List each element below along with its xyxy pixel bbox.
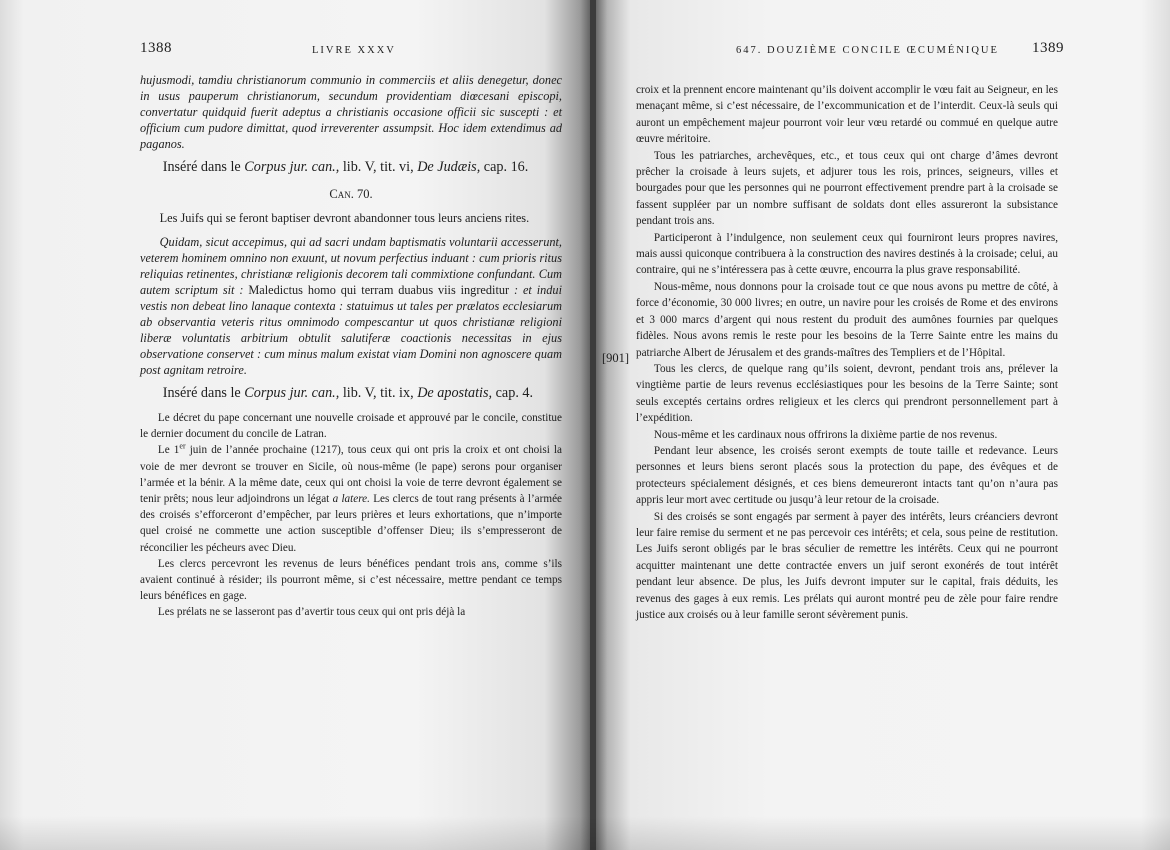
paragraph-nous-meme: Nous-même, nous donnons pour la croisade tout ce que nous avons pu mettre de côté, à force d’économie, 30 000 livres; en outre, un navire pour les croisés de Rome et des environs et 3 000 marcs d’argent qui nous restent du produit des aumônes fournies par quelques fidèles. Nous avons remis le reste pour les besoins de la Terre Sainte entre les mains du patriarche Albert de Jérusalem et des grands-maîtres des Templiers et de l’Hôpital. (636, 280, 1058, 359)
right-text-column (636, 82, 1058, 623)
paragraph-clercs: Les clercs percevront les revenus de leurs bénéfices pendant trois ans, comme s’ils avaient continué à résider; ils pourront même, si c’est nécessaire, mettre pendant ce temps leurs bénéfices en gage. (140, 557, 562, 603)
margin-page-reference: [901] (602, 351, 630, 365)
latin-canon-text: Quidam, sicut accepimus, qui ad sacri undam baptismatis voluntarii accesserunt, veterem hominem omnino non exuunt, ut novum perfectius induant : cum prioris ritus reliquias retinentes, christianæ religionis decorem tali commixtione confundant. Cum autem scriptum sit : Maledictus homo qui terram duabus viis ingreditur : et indui vestis non debeat lino lanaque contexta : statuimus ut tales per prælatos ecclesiarum ab observantia veteris ritus omnimodo compescantur ut quos christianæ religioni liberæ voluntatis arbitrium obtulit salutiferæ coactionis necessitas in ejus observatione conservet : cum minus malum existat viam Domini non agnoscere quam post agnitam retroire. (140, 235, 562, 377)
paragraph-juin: Le 1er juin de l’année prochaine (1217), tous ceux qui ont pris la croix et ont choisi la voie de mer devront se trouver en Sicile, où nous-même (le pape) serons pour organiser l’armée et la bénir. A la même date, ceux qui ont choisi la voie de terre devront également se tenir prêts; nous leur adjoindrons un légat a latere. Les clercs de tout rang présents à l’armée des croisés s’efforceront d’empêcher, par leurs prières et leurs exhortations, que n’importe quel croisé ne commette une action susceptible d’offenser Dieu; ils s’empresseront de réconcilier les pécheurs avec Dieu. (140, 441, 563, 554)
right-page-number: 1389 (1032, 40, 1064, 56)
right-running-head: 647. DOUZIÈME CONCILE ŒCUMÉNIQUE (736, 45, 999, 56)
paragraph-tous-clercs: Tous les clercs, de quelque rang qu’ils soient, devront, pendant trois ans, prélever la vingtième partie de leurs revenus ecclésiastiques pour les besoins de la Terre Sainte; sont seuls exceptés certains ordres religieux et les clercs qui prendront personnellement part à l’expédition. (636, 362, 1058, 425)
left-text-column (140, 72, 562, 621)
left-running-head: LIVRE XXXV (312, 45, 396, 56)
paragraph-decret: Le décret du pape concernant une nouvelle croisade et approuvé par le concile, constitue le dernier document du concile de Latran. (140, 412, 562, 441)
paragraph-absence: Pendant leur absence, les croisés seront exempts de toute taille et redevance. Leurs personnes et leurs biens seront placés sous la protection du pape, des évêques et de protecteurs spécialement désignés, et ces biens demeureront intacts tant qu’on n’aura pas appris leur mort avec certitude ou jusqu’à leur retour de la croisade. (636, 444, 1058, 507)
canon-summary: Les Juifs qui se feront baptiser devront abandonner tous leurs anciens rites. (159, 211, 530, 225)
insere-note-1: Inséré dans le Corpus jur. can., lib. V, tit. vi, De Judæis, cap. 16. (162, 159, 529, 175)
paragraph-cardinaux: Nous-même et les cardinaux nous offrirons la dixième partie de nos revenus. (653, 428, 998, 441)
paragraph-croix: croix et la prennent encore maintenant qu’ils doivent accomplir le vœu fait au Seigneur, en les menaçant même, si c’est nécessaire, de l’excommunication et de l’interdit. Ceux-là seuls qui auront un empêchement majeur pourront voir leur vœu retardé ou commué en quelque autre œuvre méritoire. (636, 84, 1058, 146)
right-page (596, 0, 1170, 850)
insere-note-2: Inséré dans le Corpus jur. can., lib. V, tit. ix, De apostatis, cap. 4. (162, 385, 534, 401)
paragraph-indulgence: Participeront à l’indulgence, non seulement ceux qui fourniront leurs propres navires, mais aussi quiconque contribuera à la construction des navires destinés à la croisade; celui, au contraire, qui ne s’intéressera pas à cette œuvre, encourra la plus grave responsabilité. (636, 231, 1058, 277)
latin-continuation: hujusmodi, tamdiu christianorum communio in commerciis et aliis denegetur, donec in usus pauperum christianorum, secundum providentiam diœcesani episcopi, convertatur quidquid fuerit adeptus a christianis occasione officii sic suscepti : et officium cum pudore dimittat, quod irreverenter assumpsit. Hoc idem extendimus ad paganos. (140, 73, 562, 151)
paragraph-patriarches: Tous les patriarches, archevêques, etc., et tous ceux qui ont charge d’âmes devront prêcher la croisade à leurs sujets, et adjurer tous les rois, princes, seigneurs, villes et bourgades pour que les personnes qui ne pourront effectivement prendre part à la croisade se fassent suppléer par un nombre suffisant de soldats dont elles assureront la subsistance pendant trois ans. (636, 149, 1058, 228)
canon-heading: Can. 70. (329, 187, 373, 201)
paragraph-prelats: Les prélats ne se lasseront pas d’avertir tous ceux qui ont pris déjà la (157, 606, 466, 619)
paragraph-interets: Si des croisés se sont engagés par serment à payer des intérêts, leurs créanciers devront leur faire remise du serment et ne pas percevoir ces intérêts; et cela, sous peine de restitution. Les Juifs seront obligés par le bras séculier de remettre les intérêts. Ceux qui ne pourront acquitter maintenant une dette contractée envers un juif seront exonérés de tout intérêt pendant leur absence. De plus, les Juifs devront imputer sur le capital, frais déduits, les revenus des gages à eux remis. Les prélats qui auront montré peu de zèle pour faire rendre justice aux croisés ou à leur famille seront sévèrement punis. (636, 510, 1058, 621)
left-page-number: 1388 (140, 40, 172, 56)
